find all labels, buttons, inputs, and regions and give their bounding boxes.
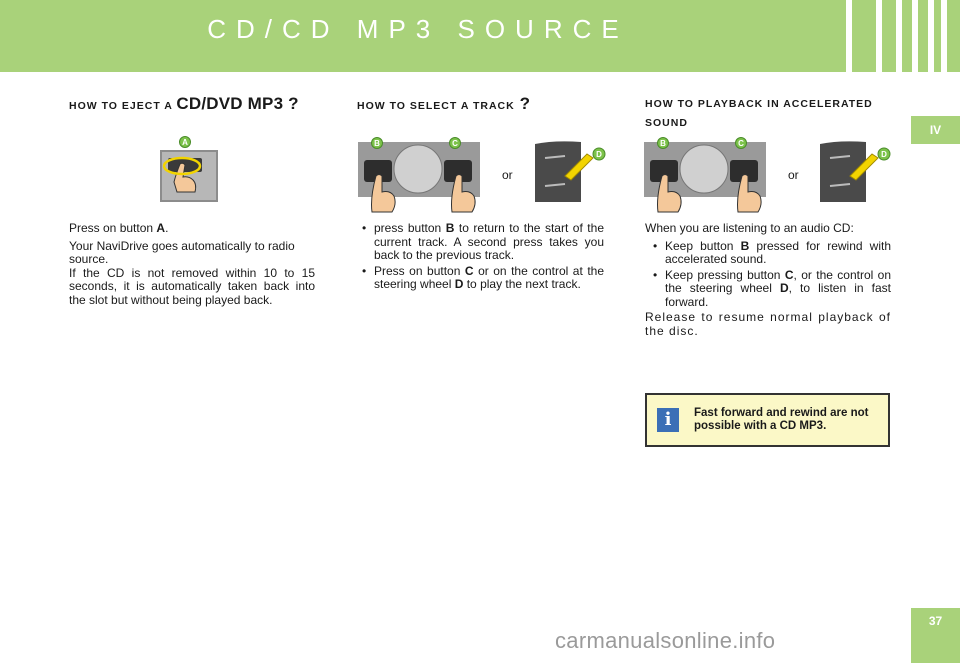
page-title: CD/CD MP3 SOURCE bbox=[207, 14, 629, 44]
steering-control-illustration bbox=[535, 128, 609, 202]
info-box bbox=[645, 393, 890, 447]
header-band bbox=[0, 0, 960, 72]
eject-heading-text: HOW TO EJECT A bbox=[69, 100, 177, 112]
info-icon: i bbox=[657, 408, 679, 432]
accelerated-buttons-illustration bbox=[644, 136, 768, 216]
header-stripe bbox=[928, 0, 934, 72]
button-a-label: A bbox=[182, 138, 188, 147]
eject-p3: If the CD is not removed within 10 to 15 seconds, it is automatically taken back into the slot but without being played back. bbox=[69, 265, 315, 307]
eject-heading-big: CD/DVD MP3 ? bbox=[176, 94, 299, 113]
chapter-tab: IV bbox=[911, 116, 960, 144]
watermark: carmanualsonline.info bbox=[555, 628, 776, 653]
control-d-label: D bbox=[881, 150, 887, 159]
button-c-label: C bbox=[738, 139, 744, 148]
accelerated-heading-text: HOW TO PLAYBACK IN ACCELERATED SOUND bbox=[645, 98, 873, 129]
accelerated-outro: Release to resume normal playback of the disc. bbox=[645, 310, 891, 338]
select-track-heading bbox=[357, 94, 530, 114]
steering-control-illustration bbox=[820, 128, 894, 202]
select-bullet-2: • Press on button C or on the control at the steering wheel D to play the next track. bbox=[362, 265, 604, 292]
select-heading-q: ? bbox=[514, 94, 531, 113]
accelerated-bullet-1: • Keep button B pressed for rewind with accelerated sound. bbox=[653, 240, 891, 267]
header-stripe bbox=[941, 0, 947, 72]
header-stripe bbox=[846, 0, 852, 72]
eject-button-illustration bbox=[160, 136, 220, 202]
select-bullet-1: • press button B to return to the start of the current track. A second press takes you back to the previous track. bbox=[362, 222, 604, 263]
eject-p2: Your NaviDrive goes automatically to radio source. bbox=[69, 238, 295, 266]
accelerated-text bbox=[645, 222, 891, 342]
header-stripe bbox=[876, 0, 882, 72]
control-d-label: D bbox=[596, 150, 602, 159]
accelerated-intro: When you are listening to an audio CD: bbox=[645, 221, 854, 235]
accelerated-bullet-2: • Keep pressing button C, or the control on the steering wheel D, to listen in fast forward. bbox=[653, 269, 891, 310]
select-track-text bbox=[362, 222, 604, 294]
eject-p1: Press on button A. bbox=[69, 221, 169, 235]
accelerated-heading bbox=[645, 94, 895, 132]
or-label: or bbox=[502, 168, 513, 182]
button-b-label: B bbox=[660, 139, 666, 148]
header-stripe bbox=[896, 0, 902, 72]
info-text: Fast forward and rewind are not possible with a CD MP3. bbox=[694, 407, 869, 432]
page-number: 37 bbox=[911, 608, 960, 663]
eject-heading bbox=[69, 94, 299, 114]
eject-text bbox=[69, 222, 315, 311]
select-heading-text: HOW TO SELECT A TRACK bbox=[357, 100, 515, 112]
track-buttons-illustration bbox=[358, 136, 482, 216]
button-b-label: B bbox=[374, 139, 380, 148]
header-stripe bbox=[912, 0, 918, 72]
or-label: or bbox=[788, 168, 799, 182]
button-c-label: C bbox=[452, 139, 458, 148]
